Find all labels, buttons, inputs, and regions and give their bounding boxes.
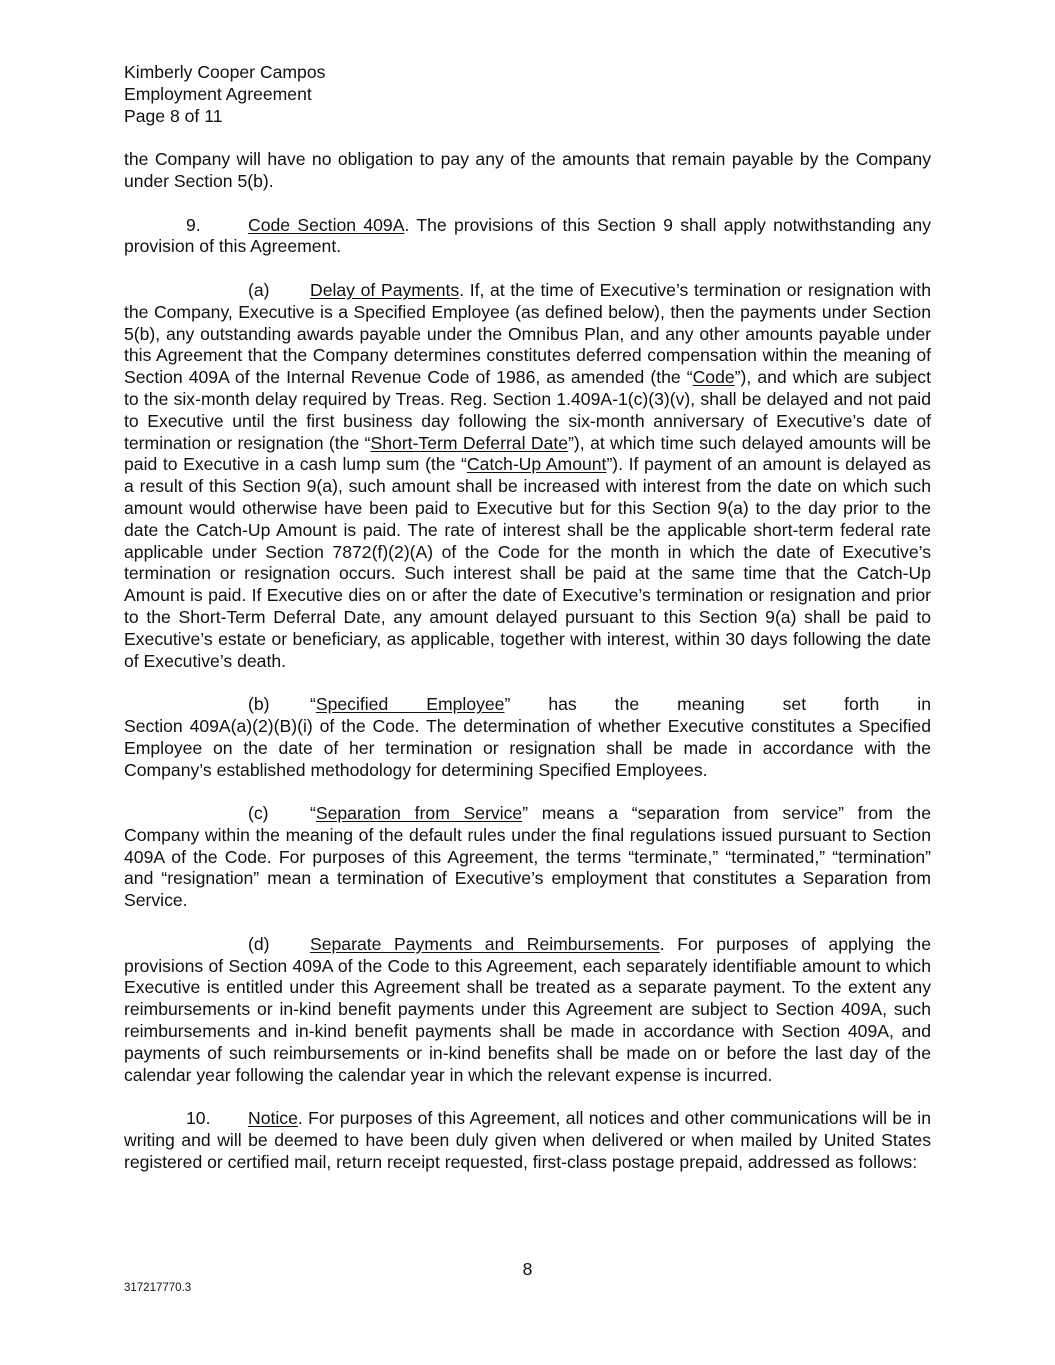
subsection-a-paragraph	[124, 280, 931, 672]
subsection-b-body: Section 409A(a)(2)(B)(i) of the Code. The determination of whether Executive constitutes a Specified Employee on the date of her termination or resignation shall be made in accordance with the Company’s established methodology for determining Specified Employees.	[124, 715, 931, 780]
continuation-paragraph: the Company will have no obligation to pay any of the amounts that remain payable by the Company under Section 5(b).	[124, 149, 931, 191]
subsection-a-text-4: ”). If payment of an amount is delayed as a result of this Section 9(a), such amount shall be increased with interest from the date on which such amount would otherwise have been paid to Executive but for this Section 9(a) to the day prior to the date the Catch-Up Amount is paid. The rate of interest shall be the applicable short-term federal rate applicable under Section 7872(f)(2)(A) of the Code for the month in which the date of Executive’s termination or resignation occurs. Such interest shall be paid at the same time that the Catch-Up Amount is paid. If Executive dies on or after the date of Executive’s termination or resignation and prior to the Short-Term Deferral Date, any amount delayed pursuant to this Section 9(a) shall be paid to Executive’s estate or beneficiary, as applicable, together with interest, within 30 days following the date of Executive’s death.	[124, 454, 931, 671]
section-10-number: 10.	[186, 1108, 211, 1129]
defined-term-catch-up-amount: Catch-Up Amount	[466, 454, 607, 475]
page-number: 8	[522, 1259, 533, 1279]
subsection-a-text-1: . If, at the time of Executive’s termination or resignation with the Company, Executive is a Specified Employee (as defined below), then the payments under Section 5(b), any outstanding awards payable under the Omnibus Plan, and any other amounts payable under this Agreement that the Company determines constitutes deferred compensation within the meaning of Section 409A of the Internal Revenue Code of 1986, as amended (the “	[124, 279, 931, 388]
subsection-b-text-1: ” has the meaning set forth in	[504, 694, 931, 715]
header-name: Kimberly Cooper Campos	[124, 62, 326, 82]
subsection-b-open-quote: “	[310, 694, 316, 715]
subsection-c-open-quote: “	[310, 803, 316, 824]
header-doc-title: Employment Agreement	[124, 83, 312, 104]
subsection-a-title: Delay of Payments	[310, 279, 460, 300]
subsection-b-label: (b)	[248, 694, 270, 715]
section-9-intro: . The provisions of this Section 9 shall apply notwithstanding any provision of this Agreement.	[124, 214, 931, 257]
subsection-b-first-line	[124, 694, 931, 716]
subsection-a-label: (a)	[248, 279, 270, 300]
subsection-d-label: (d)	[248, 933, 270, 954]
subsection-b-title: Specified Employee	[315, 694, 505, 715]
document-id: 317217770.3	[124, 1282, 192, 1294]
subsection-d-title: Separate Payments and Reimbursements	[310, 933, 660, 954]
subsection-b-paragraph	[124, 694, 931, 781]
subsection-a-text-3: ”), at which time such delayed amounts will be paid to Executive in a cash lump sum (the “	[124, 432, 931, 475]
subsection-d-paragraph	[124, 934, 931, 1087]
section-9-number: 9.	[186, 214, 201, 235]
section-10-paragraph	[124, 1108, 931, 1173]
section-9-title: Code Section 409A	[248, 214, 405, 235]
subsection-d-text-1: . For purposes of applying the provisions of Section 409A of the Code to this Agreement, each separately identifiable amount to which Executive is entitled under this Agreement shall be treated as a separate payment. To the extent any reimbursements or in-kind benefit payments under this Agreement are subject to Section 409A, such reimbursements and in-kind benefit payments shall be made in accordance with Section 409A, and payments of such reimbursements or in-kind benefits shall be made on or before the last day of the calendar year following the calendar year in which the relevant expense is incurred.	[124, 933, 931, 1085]
subsection-a-text-2: ”), and which are subject to the six-month delay required by Treas. Reg. Section 1.409A-1(c)(3)(v), shall be delayed and not paid to Executive until the first business day following the six-month anniversary of Executive’s date of termination or resignation (the “	[124, 367, 931, 453]
section-10-title: Notice	[248, 1108, 298, 1129]
header-page-label: Page 8 of 11	[124, 105, 223, 126]
section-10-text-1: . For purposes of this Agreement, all notices and other communications will be in writing and will be deemed to have been duly given when delivered or when mailed by United States registered or certified mail, return receipt requested, first-class postage prepaid, addressed as follows:	[124, 1108, 931, 1172]
defined-term-short-term-deferral-date: Short-Term Deferral Date	[370, 432, 569, 453]
subsection-c-label: (c)	[248, 803, 269, 824]
section-9-paragraph	[124, 215, 931, 259]
subsection-c-paragraph	[124, 803, 931, 912]
subsection-c-title: Separation from Service	[315, 803, 523, 824]
document-page	[124, 62, 931, 1195]
running-header	[124, 62, 931, 127]
defined-term-code: Code	[692, 367, 735, 388]
subsection-c-text-1: ” means a “separation from service” from the Company within the meaning of the default rules under the final regulations issued pursuant to Section 409A of the Code. For purposes of this Agreement, the terms “terminate,” “terminated,” “termination” and “resignation” mean a termination of Executive’s employment that constitutes a Separation from Service.	[124, 803, 932, 911]
